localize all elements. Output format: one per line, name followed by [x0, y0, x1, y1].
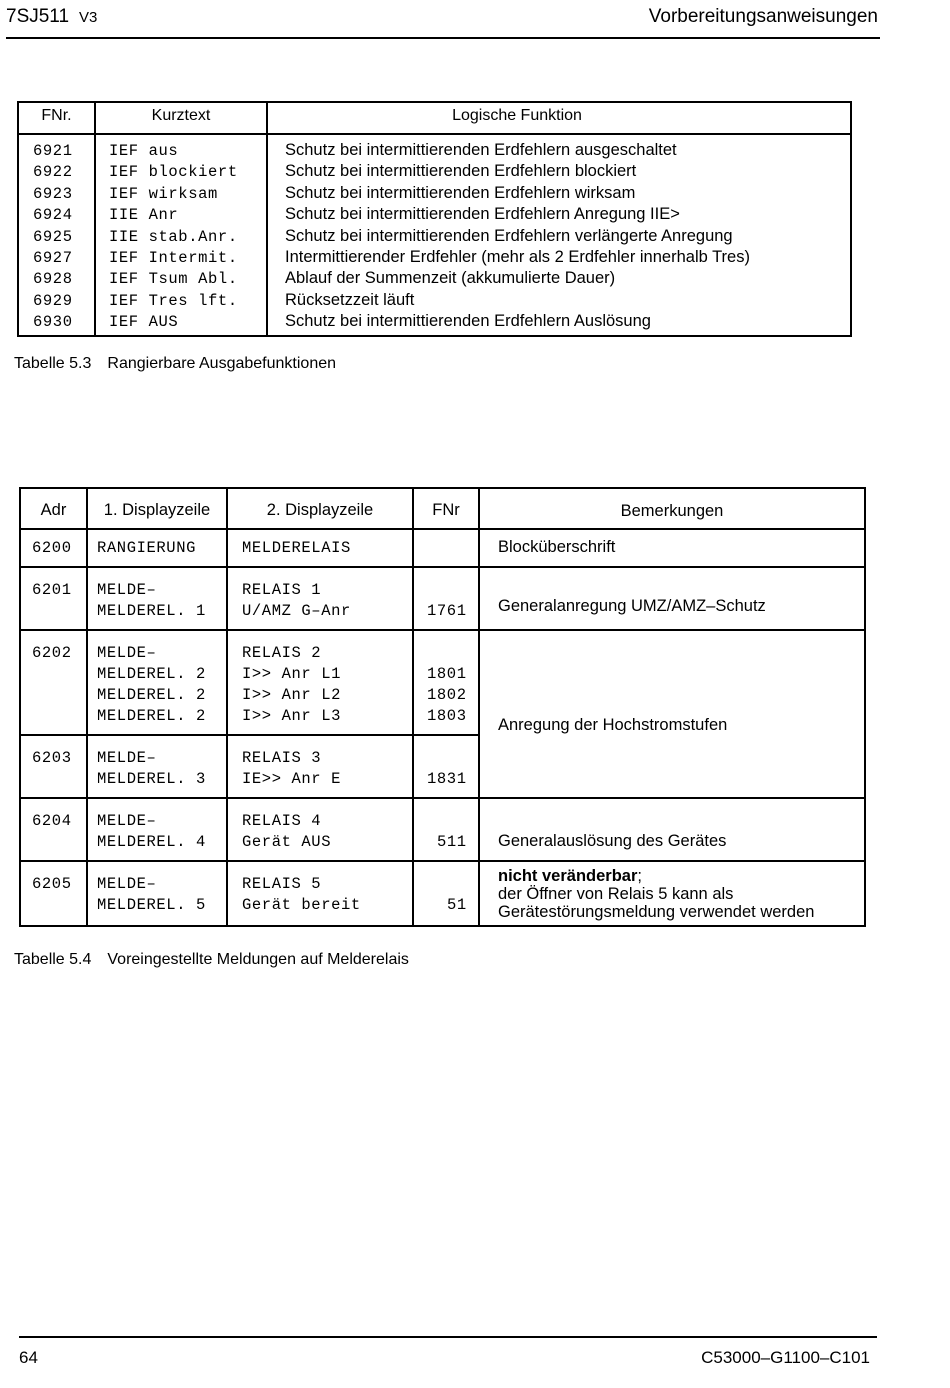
row-divider	[21, 734, 480, 736]
cell-display-2: RELAIS 1	[242, 581, 322, 599]
cell-fnr: 1761	[427, 602, 467, 620]
header-fnr: FNr.	[41, 107, 72, 124]
table-5-3-caption	[14, 355, 336, 373]
header-displayzeile-1: 1. Displayzeile	[103, 501, 211, 519]
remark-line-2: der Öffner von Relais 5 kann als	[498, 885, 734, 903]
cell-fnr: 6927	[33, 248, 73, 267]
cell-display-2: I>> Anr L2	[242, 686, 342, 704]
cell-display-1: MELDEREL. 1	[97, 602, 206, 620]
cell-fnr: 6930	[33, 313, 73, 332]
table-row	[19, 227, 850, 248]
table-5-4	[19, 487, 866, 927]
table-5-4-caption	[14, 951, 409, 969]
remark-line-3: Gerätestörungsmeldung verwendet werden	[498, 903, 815, 921]
cell-fnr: 1802	[427, 686, 467, 704]
cell-display-2: RELAIS 3	[242, 749, 322, 767]
header-adr: Adr	[40, 501, 67, 519]
cell-fnr: 1803	[427, 707, 467, 725]
cell-fnr: 1831	[427, 770, 467, 788]
cell-adr: 6203	[32, 749, 72, 767]
header-rule	[6, 37, 880, 39]
table-row	[19, 312, 850, 333]
header-displayzeile-2: 2. Displayzeile	[266, 501, 374, 519]
cell-fnr: 6929	[33, 291, 73, 310]
cell-kurztext: IEF Tsum Abl.	[109, 270, 238, 289]
cell-funktion: Schutz bei intermittierenden Erdfehlern verlängerte Anregung	[285, 226, 733, 245]
header-fnr: FNr	[432, 501, 460, 519]
product-version: V3	[79, 9, 98, 26]
table-row	[19, 248, 850, 269]
cell-adr: 6204	[32, 812, 72, 830]
cell-display-1: MELDE–	[97, 875, 157, 893]
cell-display-1: RANGIERUNG	[97, 539, 197, 557]
table-body	[19, 141, 850, 334]
cell-display-1: MELDEREL. 2	[97, 665, 206, 683]
cell-display-1: MELDE–	[97, 644, 157, 662]
cell-bemerkung: Generalauslösung des Gerätes	[498, 832, 727, 850]
cell-display-2: Gerät bereit	[242, 896, 361, 914]
caption-text: Voreingestellte Meldungen auf Melderelais	[107, 951, 409, 968]
product-name: 7SJ511	[6, 6, 70, 27]
cell-kurztext: IEF aus	[109, 142, 179, 160]
table-row	[19, 205, 850, 226]
cell-display-1: MELDE–	[97, 812, 157, 830]
header-logische-funktion: Logische Funktion	[452, 107, 582, 124]
table-row	[19, 141, 850, 162]
cell-display-2: I>> Anr L3	[242, 707, 342, 725]
caption-number: Tabelle 5.3	[14, 355, 92, 372]
cell-fnr: 6922	[33, 163, 73, 182]
cell-fnr: 6921	[33, 142, 73, 160]
cell-bemerkung: Anregung der Hochstromstufen	[498, 716, 728, 734]
cell-funktion: Rücksetzzeit läuft	[285, 290, 415, 309]
remark-semicolon: ;	[637, 867, 642, 885]
caption-number: Tabelle 5.4	[14, 951, 92, 968]
table-row	[19, 269, 850, 290]
cell-funktion: Schutz bei intermittierenden Erdfehlern wirksam	[285, 183, 636, 202]
cell-funktion: Intermittierender Erdfehler (mehr als 2 Erdfehler innerhalb Tres)	[285, 247, 750, 266]
cell-fnr: 6928	[33, 270, 73, 289]
cell-fnr: 6924	[33, 206, 73, 225]
cell-display-1: MELDEREL. 5	[97, 896, 206, 914]
row-divider	[21, 629, 864, 631]
cell-fnr: 6923	[33, 184, 73, 203]
cell-display-2: I>> Anr L1	[242, 665, 342, 683]
table-row	[19, 184, 850, 205]
footer-rule	[19, 1336, 877, 1338]
cell-display-2: RELAIS 4	[242, 812, 322, 830]
row-divider	[21, 860, 864, 862]
cell-kurztext: IEF Tres lft.	[109, 291, 238, 310]
row-divider	[21, 566, 864, 568]
row-divider	[21, 797, 864, 799]
page-number: 64	[19, 1348, 38, 1367]
cell-display-1: MELDE–	[97, 749, 157, 767]
cell-fnr: 51	[447, 896, 467, 914]
cell-display-1: MELDEREL. 2	[97, 686, 206, 704]
cell-funktion: Schutz bei intermittierenden Erdfehlern ausgeschaltet	[285, 141, 677, 159]
cell-funktion: Schutz bei intermittierenden Erdfehlern Anregung IIE>	[285, 205, 680, 224]
cell-kurztext: IEF blockiert	[109, 163, 238, 182]
cell-fnr: 511	[437, 833, 467, 851]
cell-bemerkung	[498, 867, 814, 921]
row-divider	[21, 528, 864, 530]
table-row	[19, 162, 850, 183]
cell-adr: 6201	[32, 581, 72, 599]
cell-kurztext: IIE stab.Anr.	[109, 227, 238, 246]
document-number: C53000–G1100–C101	[701, 1348, 870, 1367]
cell-display-1: MELDEREL. 3	[97, 770, 206, 788]
cell-display-1: MELDEREL. 2	[97, 707, 206, 725]
caption-text: Rangierbare Ausgabefunktionen	[107, 355, 337, 372]
remark-emphasis: nicht veränderbar	[498, 867, 638, 885]
header-kurztext: Kurztext	[151, 107, 211, 124]
remark-line-1	[498, 867, 814, 885]
cell-display-1: MELDE–	[97, 581, 157, 599]
cell-fnr: 6925	[33, 227, 73, 246]
table-5-3	[17, 101, 852, 337]
cell-bemerkung: Blocküberschrift	[498, 538, 616, 556]
cell-kurztext: IEF AUS	[109, 313, 179, 332]
cell-kurztext: IEF wirksam	[109, 184, 218, 203]
cell-adr: 6200	[32, 539, 72, 557]
cell-adr: 6205	[32, 875, 72, 893]
cell-fnr: 1801	[427, 665, 467, 683]
cell-funktion: Schutz bei intermittierenden Erdfehlern Auslösung	[285, 312, 651, 331]
table-row	[19, 291, 850, 312]
cell-adr: 6202	[32, 644, 72, 662]
cell-kurztext: IEF Intermit.	[109, 248, 238, 267]
cell-display-2: U/AMZ G–Anr	[242, 602, 351, 620]
cell-display-1: MELDEREL. 4	[97, 833, 206, 851]
cell-kurztext: IIE Anr	[109, 206, 179, 225]
cell-display-2: Gerät AUS	[242, 833, 332, 851]
cell-funktion: Ablauf der Summenzeit (akkumulierte Dauer)	[285, 269, 616, 288]
cell-display-2: RELAIS 5	[242, 875, 322, 893]
cell-display-2: RELAIS 2	[242, 644, 322, 662]
cell-funktion: Schutz bei intermittierenden Erdfehlern blockiert	[285, 162, 637, 181]
cell-bemerkung: Generalanregung UMZ/AMZ–Schutz	[498, 597, 766, 615]
header-product	[6, 6, 97, 28]
header-section-title: Vorbereitungsanweisungen	[648, 6, 878, 27]
header-bemerkungen: Bemerkungen	[620, 502, 724, 520]
cell-display-2: MELDERELAIS	[242, 539, 351, 557]
cell-display-2: IE>> Anr E	[242, 770, 342, 788]
